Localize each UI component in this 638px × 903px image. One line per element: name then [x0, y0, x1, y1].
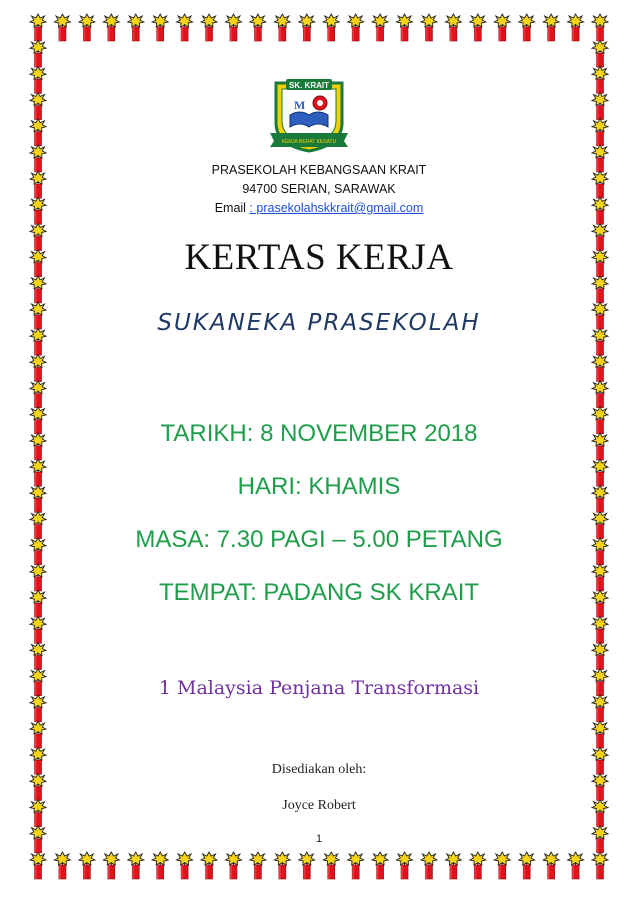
firecracker-icon [250, 14, 266, 41]
firecracker-icon [592, 276, 608, 303]
firecracker-icon [177, 14, 193, 41]
firecracker-icon [30, 119, 46, 146]
firecracker-icon [445, 852, 461, 879]
firecracker-icon [103, 14, 119, 41]
logo-motto: KERJA BERAT KESATU [281, 139, 337, 145]
firecracker-icon [592, 40, 608, 67]
firecracker-icon [299, 14, 315, 41]
document-title: KERTAS KERJA [184, 237, 454, 278]
firecracker-icon [494, 852, 510, 879]
firecracker-icon [30, 852, 46, 879]
firecracker-icon [592, 721, 608, 748]
logo-text: SK. KRAIT [289, 81, 329, 90]
firecracker-icon [54, 14, 70, 41]
firecracker-icon [30, 93, 46, 120]
school-name: PRASEKOLAH KEBANGSAAN KRAIT [211, 163, 427, 177]
firecracker-icon [30, 643, 46, 670]
firecracker-icon [323, 14, 339, 41]
event-day: HARI: KHAMIS [237, 473, 401, 500]
firecracker-icon [543, 14, 559, 41]
firecracker-icon [30, 616, 46, 643]
firecracker-icon [177, 852, 193, 879]
firecracker-icon [592, 616, 608, 643]
school-email-line [0, 201, 638, 215]
firecracker-icon [348, 852, 364, 879]
school-crest-icon [264, 75, 354, 155]
firecracker-icon [519, 852, 535, 879]
email-link[interactable]: : prasekolahskkrait@gmail.com [249, 201, 424, 215]
firecracker-icon [30, 14, 46, 41]
firecracker-icon [299, 852, 315, 879]
firecracker-icon [470, 14, 486, 41]
firecracker-icon [592, 119, 608, 146]
firecracker-icon [470, 852, 486, 879]
firecracker-icon [592, 354, 608, 381]
firecracker-icon [250, 852, 266, 879]
firecracker-icon [519, 14, 535, 41]
svg-text:M: M [294, 98, 306, 112]
firecracker-icon [54, 852, 70, 879]
school-address: 94700 SERIAN, SARAWAK [242, 182, 396, 196]
firecracker-icon [30, 354, 46, 381]
firecracker-icon [128, 852, 144, 879]
event-place: TEMPAT: PADANG SK KRAIT [158, 579, 480, 606]
firecracker-icon [592, 14, 608, 41]
prepared-by-label: Disediakan oleh: [271, 762, 367, 777]
firecracker-icon [494, 14, 510, 41]
firecracker-icon [445, 14, 461, 41]
prepared-by-name: Joyce Robert [282, 798, 356, 813]
firecracker-icon [397, 852, 413, 879]
document-subtitle: SUKANEKA PRASEKOLAH [157, 310, 481, 336]
firecracker-icon [225, 852, 241, 879]
email-label: Email [214, 201, 250, 215]
firecracker-icon [592, 93, 608, 120]
firecracker-icon [568, 14, 584, 41]
firecracker-icon [421, 14, 437, 41]
firecracker-icon [152, 14, 168, 41]
firecracker-icon [274, 14, 290, 41]
firecracker-icon [372, 852, 388, 879]
firecracker-icon [592, 643, 608, 670]
firecracker-icon [543, 852, 559, 879]
firecracker-icon [79, 852, 95, 879]
firecracker-icon [103, 852, 119, 879]
firecracker-icon [274, 852, 290, 879]
firecracker-icon [592, 852, 608, 879]
firecracker-icon [421, 852, 437, 879]
page-number: 1 [315, 833, 323, 845]
firecracker-icon [592, 381, 608, 408]
event-time: MASA: 7.30 PAGI – 5.00 PETANG [135, 526, 503, 553]
firecracker-icon [30, 381, 46, 408]
firecracker-icon [568, 852, 584, 879]
firecracker-icon [592, 66, 608, 93]
firecracker-icon [30, 66, 46, 93]
firecracker-icon [79, 14, 95, 41]
firecracker-icon [201, 14, 217, 41]
firecracker-icon [372, 14, 388, 41]
firecracker-icon [152, 852, 168, 879]
firecracker-icon [30, 40, 46, 67]
event-date: TARIKH: 8 NOVEMBER 2018 [160, 420, 478, 447]
firecracker-icon [348, 14, 364, 41]
firecracker-icon [323, 852, 339, 879]
firecracker-icon [30, 276, 46, 303]
firecracker-icon [128, 14, 144, 41]
firecracker-icon [225, 14, 241, 41]
firecracker-icon [397, 14, 413, 41]
firecracker-icon [30, 721, 46, 748]
firecracker-icon [201, 852, 217, 879]
motto: 1 Malaysia Penjana Transformasi [158, 677, 480, 699]
